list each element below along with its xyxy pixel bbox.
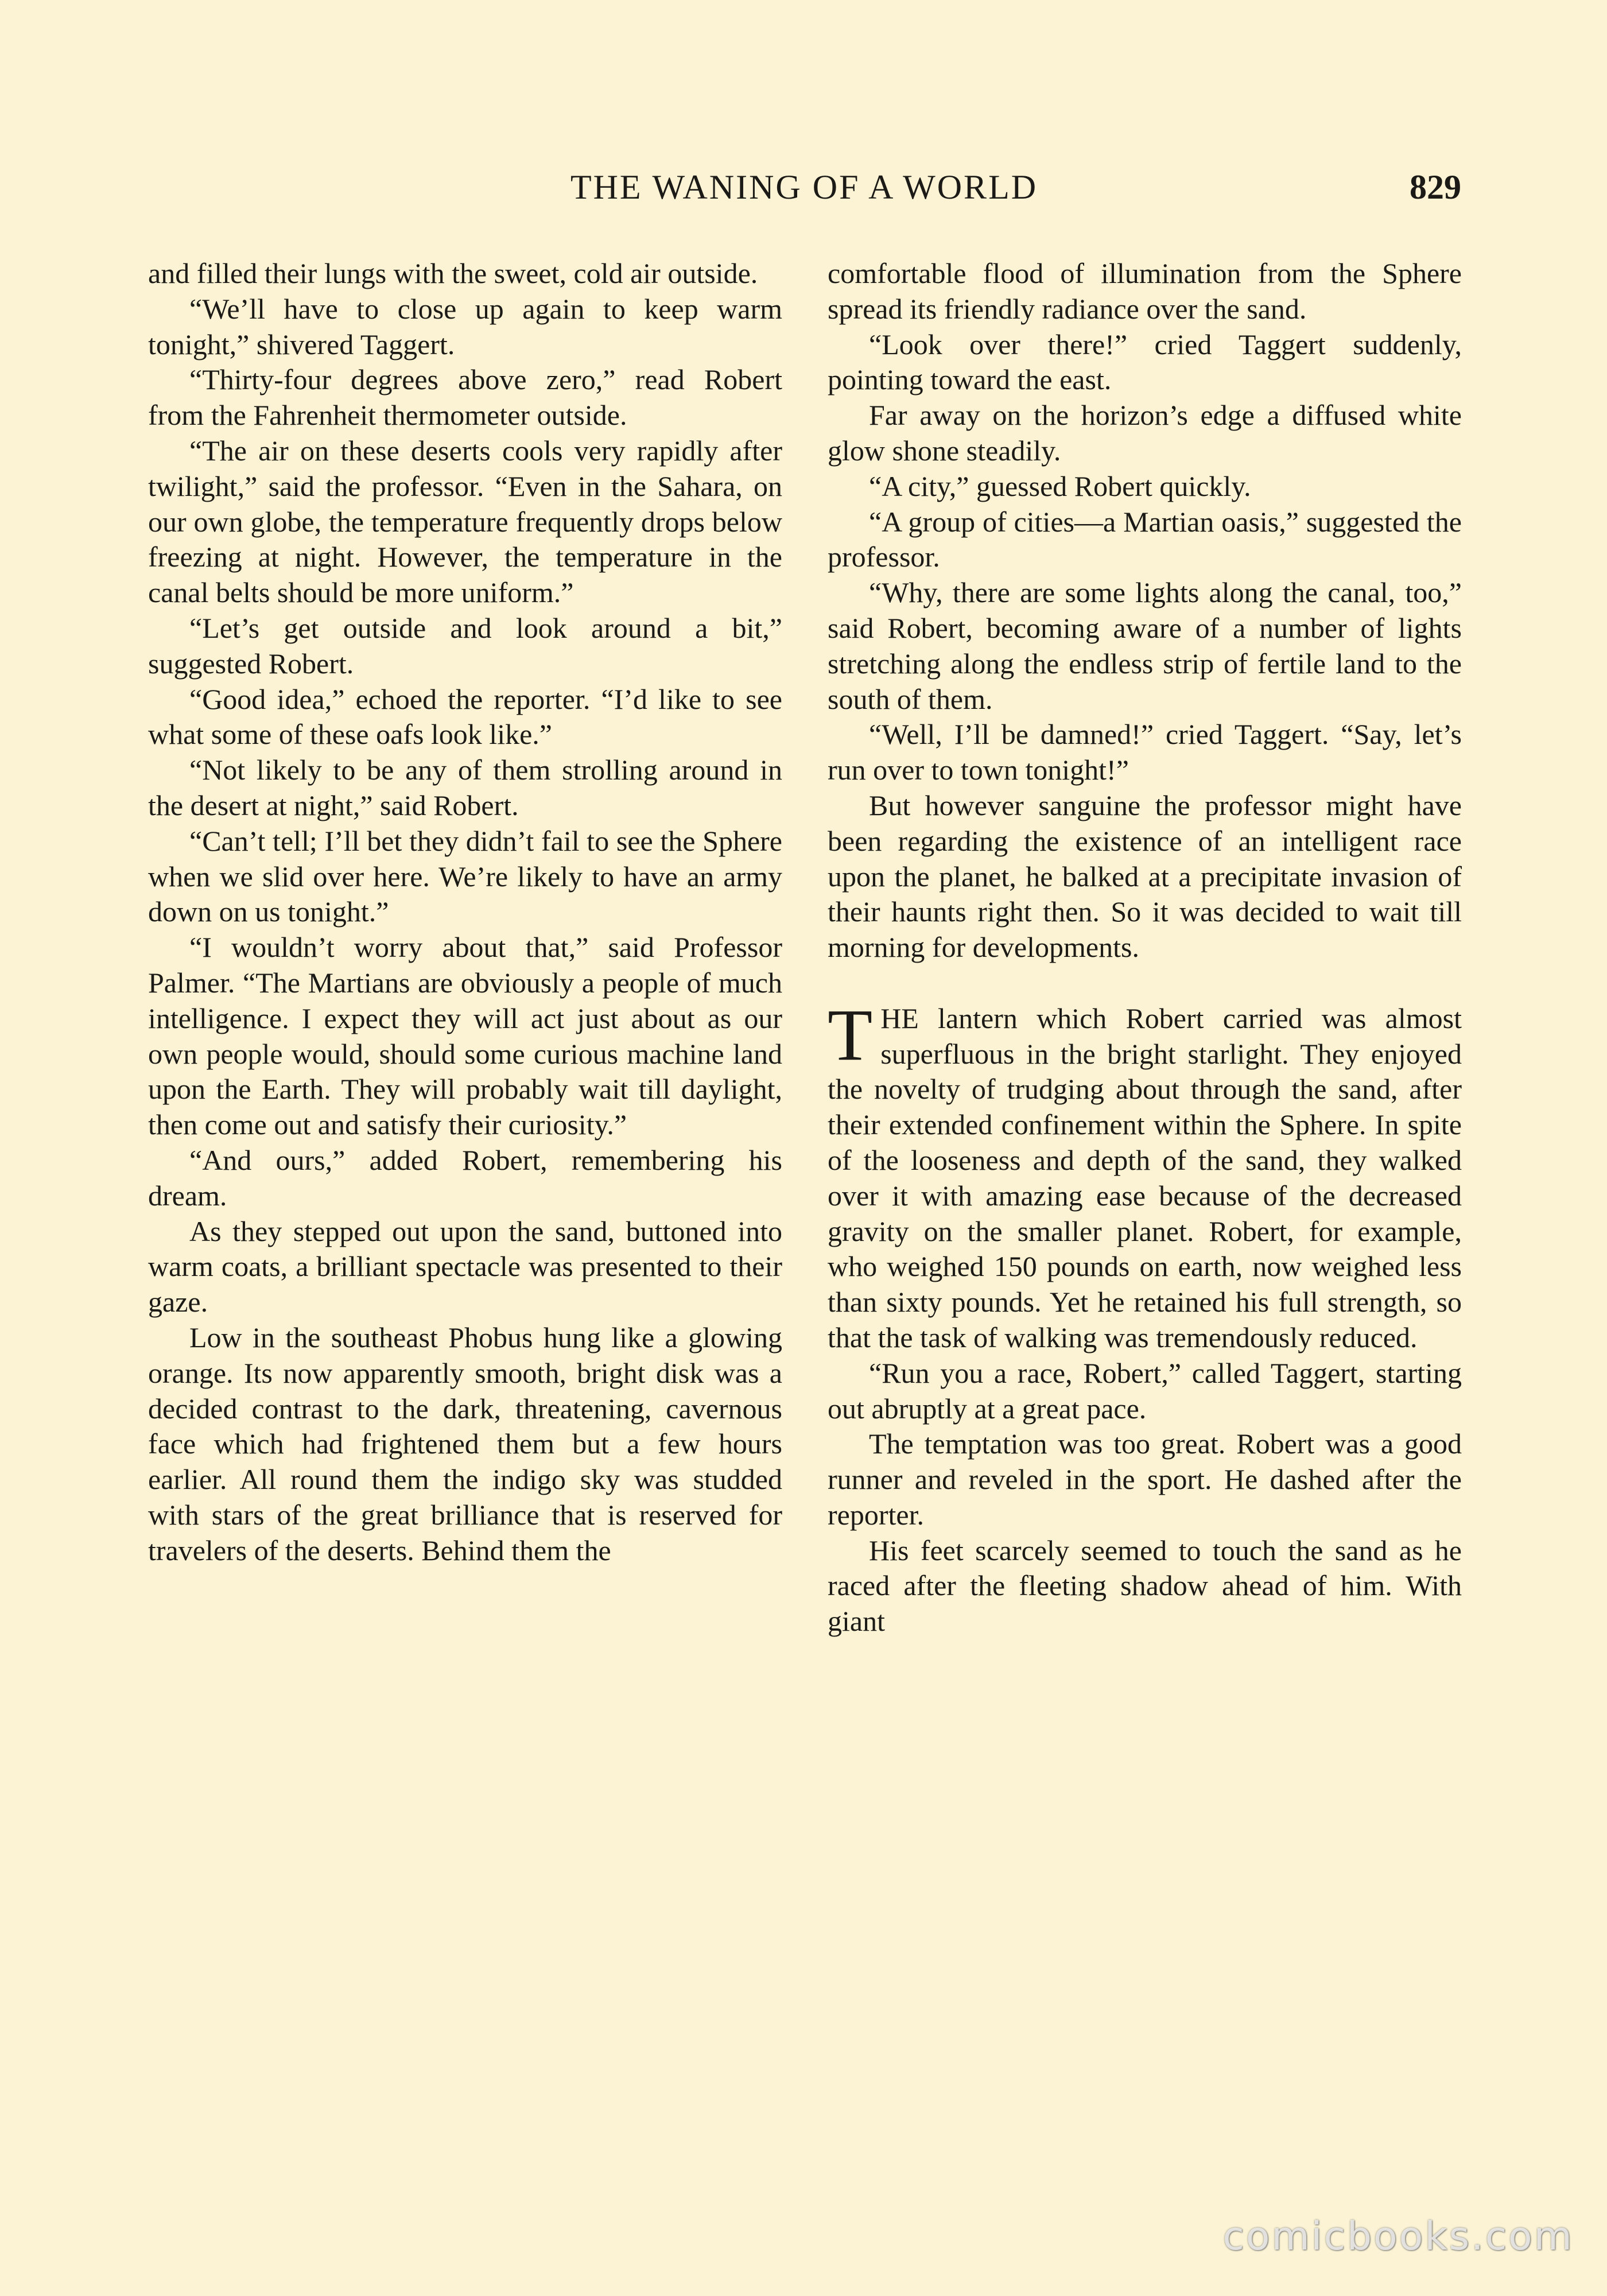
paragraph: His feet scarcely seemed to touch the sand as he raced after the fleeting shadow ahead of him. With giant <box>828 1534 1462 1638</box>
paragraph: “Can’t tell; I’ll bet they didn’t fail to see the Sphere when we slid over here. We’re likely to have an army down on us tonight.” <box>148 824 782 928</box>
paragraph: “Why, there are some lights along the canal, too,” said Robert, becoming aware of a number of lights stretching along the endless strip of fertile land to the south of them. <box>828 576 1462 715</box>
right-column <box>828 256 1462 2139</box>
paragraph: “Let’s get outside and look around a bit,” suggested Robert. <box>148 611 782 680</box>
paragraph: “Thirty-four degrees above zero,” read Robert from the Fahrenheit thermometer outside. <box>148 363 782 432</box>
paragraph: “We’ll have to close up again to keep warm tonight,” shivered Taggert. <box>148 292 782 360</box>
paragraph: As they stepped out upon the sand, buttoned into warm coats, a brilliant spectacle was presented to their gaze. <box>148 1215 782 1318</box>
small-caps-lead: HE <box>880 1002 919 1034</box>
paragraph: But however sanguine the professor might have been regarding the existence of an intelligent race upon the planet, he balked at a precipitate invasion of their haunts right then. So it was decided to wait till morning for developments. <box>828 789 1462 964</box>
paragraph: “Good idea,” echoed the reporter. “I’d like to see what some of these oafs look like.” <box>148 682 782 751</box>
watermark: comicbooks.com <box>1222 2214 1574 2259</box>
paragraph-text: lantern which Robert carried was almost superfluous in the bright starlight. They enjoyed the novelty of trudging about through the sand, after their extended confinement within the Sphere. In spite of the looseness and depth of the sand, they walked over it with amazing ease because of the decreased gravity on the smaller planet. Robert, for example, who weighed 150 pounds on earth, now weighed less than sixty pounds. Yet he retained his full strength, so that the task of walking was tremendously reduced. <box>828 1002 1462 1353</box>
paragraph: “Not likely to be any of them strolling around in the desert at night,” said Robert. <box>148 754 782 821</box>
paragraph: “The air on these deserts cools very rapidly after twilight,” said the professor. “Even in the Sahara, on our own globe, the temperature frequently drops below freezing at night. However, the temperature in the canal belts should be more uniform.” <box>148 434 782 609</box>
left-column <box>148 256 782 2139</box>
paragraph: “And ours,” added Robert, remembering his dream. <box>148 1143 782 1212</box>
section-opening-paragraph <box>828 994 1462 1356</box>
paragraph: “A city,” guessed Robert quickly. <box>869 470 1251 502</box>
running-title: THE WANING OF A WORLD <box>570 168 1038 206</box>
paragraph: Low in the southeast Phobus hung like a glowing orange. Its now apparently smooth, bright disk was a decided contrast to the dark, threatening, cavernous face which had frightened them but a few hours earlier. All round them the indigo sky was studded with stars of the great brilliance that is reserved for travelers of the deserts. Behind them the <box>148 1321 782 1566</box>
paragraph: The temptation was too great. Robert was a good runner and reveled in the sport. He dashed after the reporter. <box>828 1428 1462 1531</box>
paragraph: “Well, I’ll be damned!” cried Taggert. “Say, let’s run over to town tonight!” <box>828 718 1462 786</box>
paragraph: comfortable flood of illumination from the Sphere spread its friendly radiance over the sand. <box>828 257 1462 325</box>
page-number: 829 <box>1410 168 1461 206</box>
running-header <box>147 168 1461 219</box>
paragraph: “I wouldn’t worry about that,” said Professor Palmer. “The Martians are obviously a people of much intelligence. I expect they will act just about as our own people would, should some curious machine land upon the Earth. They will probably wait till daylight, then come out and satisfy their curiosity.” <box>148 931 782 1141</box>
paragraph: “Run you a race, Robert,” called Taggert, starting out abruptly at a great pace. <box>828 1356 1462 1425</box>
drop-cap: T <box>828 994 873 1076</box>
paragraph: Far away on the horizon’s edge a diffused white glow shone steadily. <box>828 399 1462 467</box>
paragraph: and filled their lungs with the sweet, cold air outside. <box>148 257 758 289</box>
paragraph: “A group of cities—a Martian oasis,” suggested the professor. <box>828 505 1462 573</box>
paragraph: “Look over there!” cried Taggert suddenly, pointing toward the east. <box>828 328 1462 396</box>
